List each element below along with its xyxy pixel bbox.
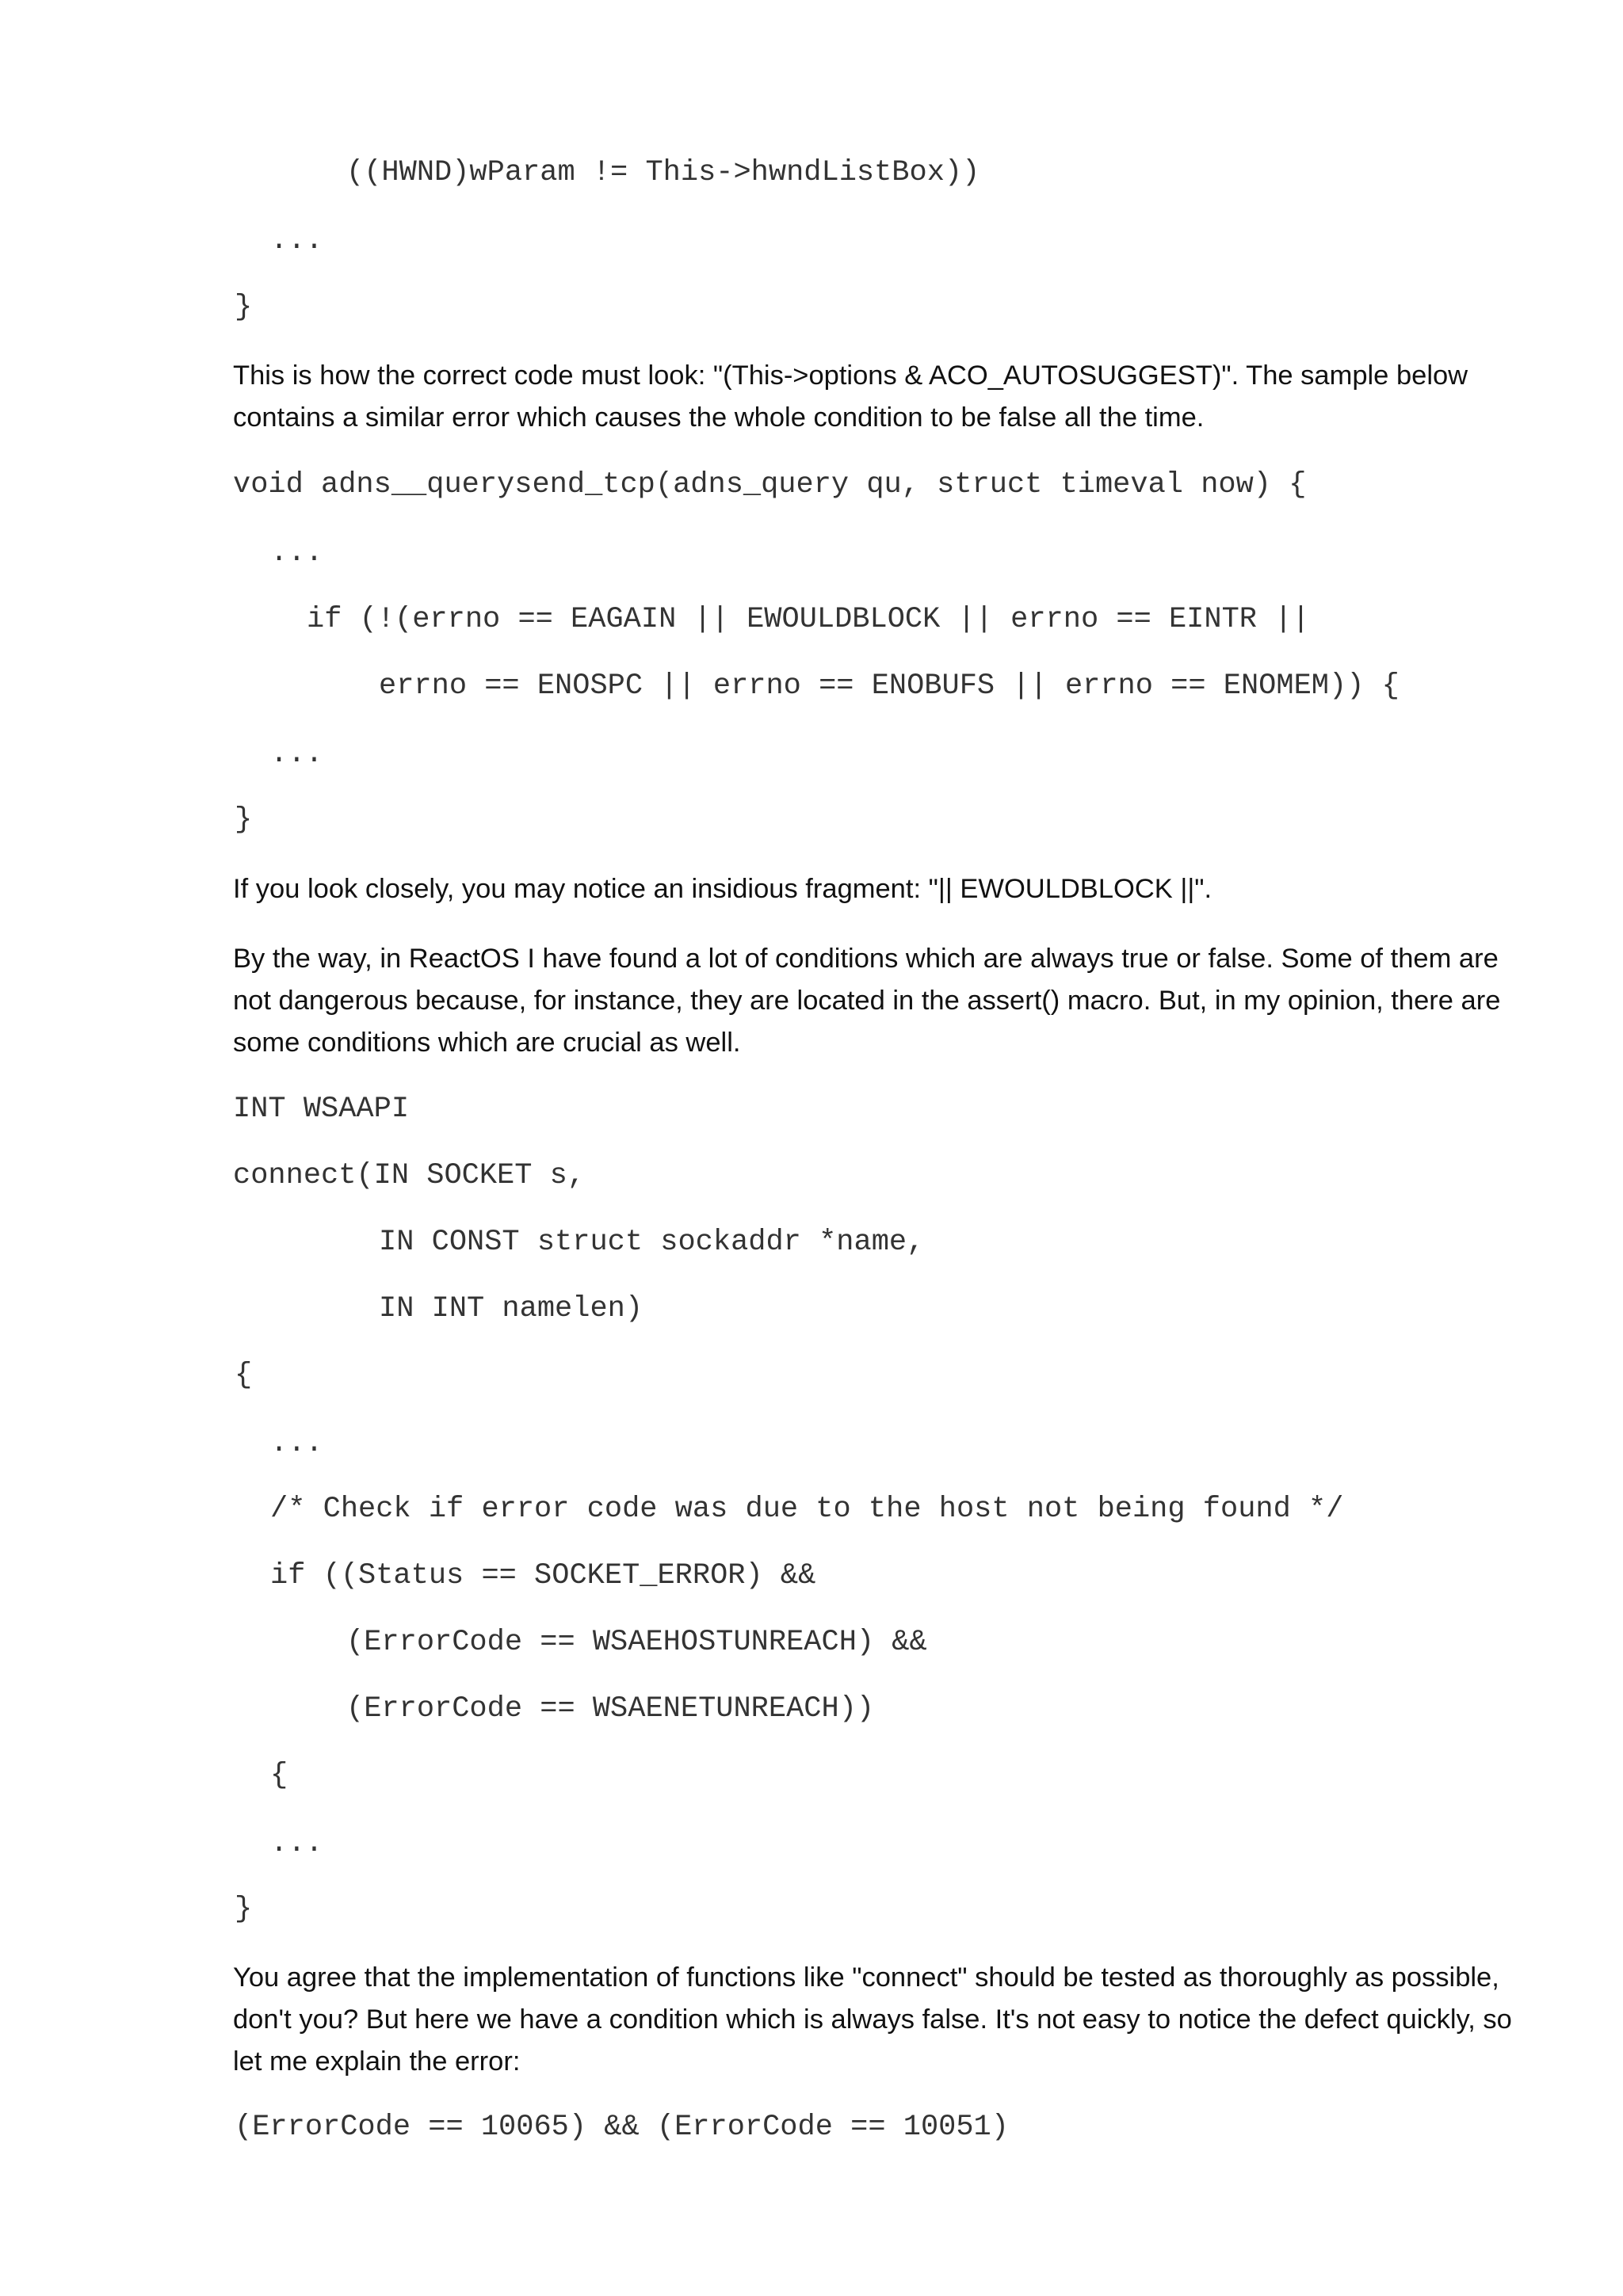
code-line: connect(IN SOCKET s, (233, 1159, 586, 1192)
code-line: (ErrorCode == WSAEHOSTUNREACH) && (346, 1626, 927, 1659)
code-line: ... (270, 1427, 323, 1460)
code-line: { (270, 1759, 288, 1792)
code-line: } (235, 803, 253, 837)
code-line: ((HWND)wParam != This->hwndListBox)) (346, 156, 980, 189)
code-line: IN CONST struct sockaddr *name, (379, 1226, 925, 1259)
code-line: (ErrorCode == 10065) && (ErrorCode == 10051) (235, 2111, 1009, 2144)
body-paragraph: By the way, in ReactOS I have found a lot of conditions which are always true or false. Some of them are not dangerous because, for instance, they are located in the assert() macro. But, in my opinion, there are some conditions which are crucial as well. (233, 944, 1501, 1058)
code-line: void adns__querysend_tcp(adns_query qu, struct timeval now) { (233, 468, 1307, 502)
code-line: if ((Status == SOCKET_ERROR) && (270, 1559, 816, 1592)
code-line: if (!(errno == EAGAIN || EWOULDBLOCK || errno == EINTR || (307, 603, 1310, 636)
code-line: ... (270, 224, 323, 257)
code-line: ... (270, 738, 323, 771)
body-paragraph: If you look closely, you may notice an insidious fragment: "|| EWOULDBLOCK ||". (233, 874, 1212, 904)
code-line: ... (270, 536, 323, 570)
code-line: (ErrorCode == WSAENETUNREACH)) (346, 1692, 875, 1726)
body-paragraph: You agree that the implementation of functions like "connect" should be tested as thoroughly as possible, don't you? But here we have a condition which is always false. It's not easy to notice the defect quickly, so let me explain the error: (233, 1962, 1512, 2077)
code-line: } (235, 1893, 253, 1926)
code-line: IN INT namelen) (379, 1292, 643, 1325)
code-line: { (235, 1359, 253, 1392)
code-line: } (235, 291, 253, 324)
code-line: errno == ENOSPC || errno == ENOBUFS || errno == ENOMEM)) { (379, 669, 1400, 703)
code-line: ... (270, 1827, 323, 1860)
code-line: /* Check if error code was due to the host not being found */ (270, 1493, 1344, 1526)
code-line: INT WSAAPI (233, 1093, 410, 1126)
body-paragraph: This is how the correct code must look: "(This->options & ACO_AUTOSUGGEST)". The sample below contains a similar error which causes the whole condition to be false all the time. (233, 360, 1468, 433)
